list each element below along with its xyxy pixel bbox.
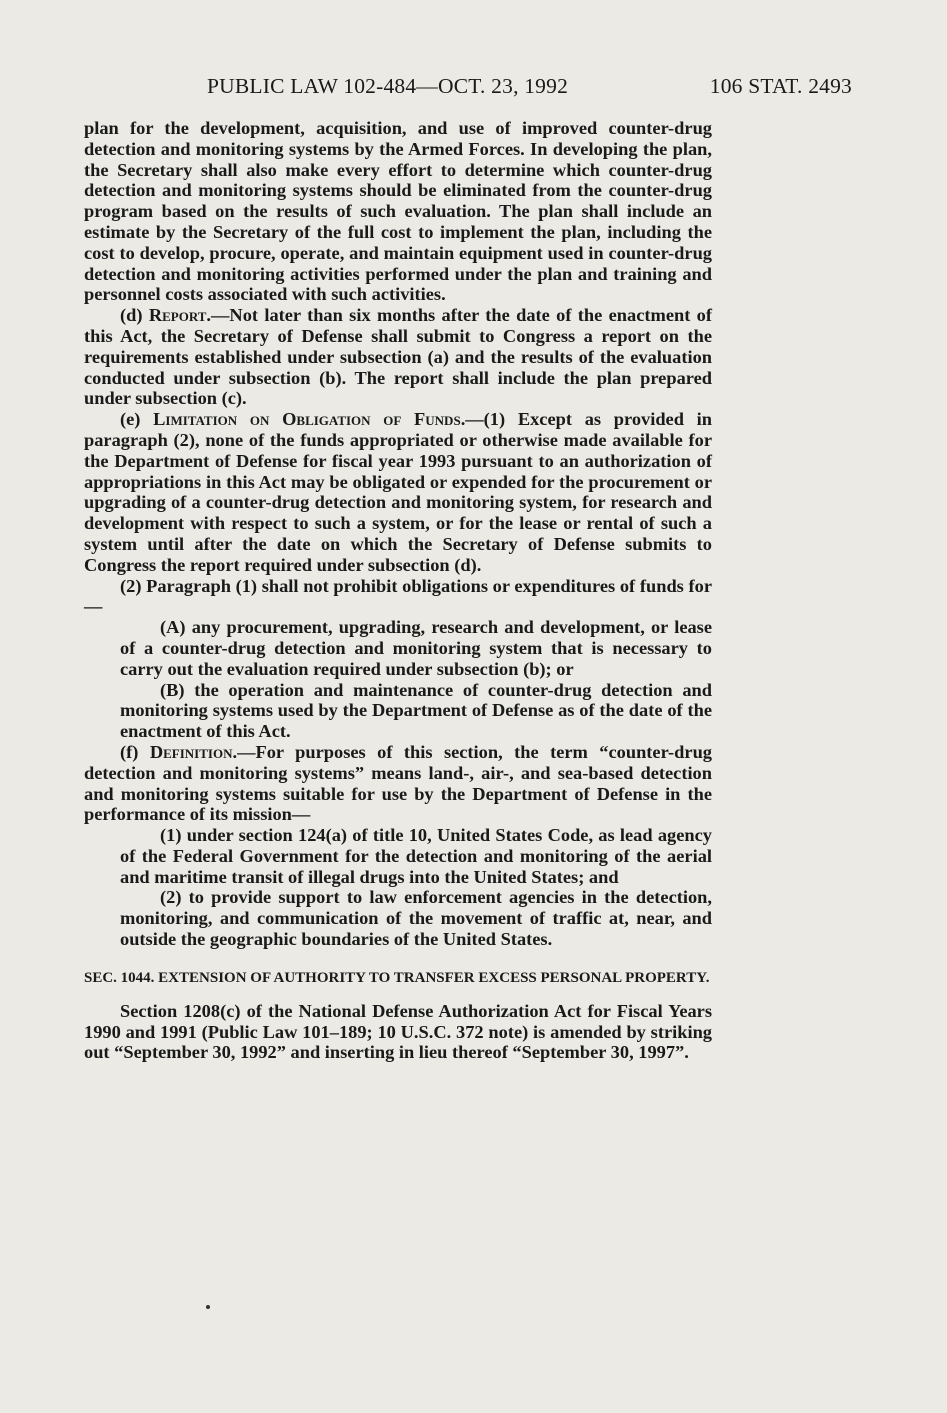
statute-page-number: 106 STAT. 2493 bbox=[709, 74, 852, 98]
paragraph-e-2: (2) Paragraph (1) shall not prohibit obligations or expenditures of funds for— bbox=[84, 575, 712, 617]
subsection-f-definition: (f) Definition.—For purposes of this section, the term “counter-drug detection and monitoring systems” means land-, air-, and sea-based detection and monitoring systems suitable for use by the Department of Defense in the performance of its mission— bbox=[84, 741, 712, 825]
subsection-d-heading: Report bbox=[148, 305, 207, 326]
subsection-e-heading: Limitation on Obligation of Funds bbox=[153, 409, 461, 430]
page-header bbox=[207, 74, 852, 104]
section-1044-heading: SEC. 1044. EXTENSION OF AUTHORITY TO TRANSFER EXCESS PERSONAL PROPERTY. bbox=[84, 969, 710, 986]
stray-mark bbox=[206, 1305, 210, 1309]
subsection-d-report: (d) Report.—Not later than six months after the date of the enactment of this Act, the Secretary of Defense shall submit to Congress a report on the requirements established under subsection (a) and the results of the evaluation conducted under subsection (b). The report shall include the plan prepared under subsection (c). bbox=[84, 305, 712, 409]
paragraph-f-1: (1) under section 124(a) of title 10, United States Code, as lead agency of the Federal Government for the detection and monitoring of the aerial and maritime transit of illegal drugs into the United States; and bbox=[120, 825, 712, 887]
public-law-citation: PUBLIC LAW 102-484—OCT. 23, 1992 bbox=[207, 74, 569, 98]
subsection-e-limitation: (e) Limitation on Obligation of Funds.—(1) Except as provided in paragraph (2), none of the funds appropriated or otherwise made available for the Department of Defense for fiscal year 1993 pursuant to an authorization of appropriations in this Act may be obligated or expended for the procurement or upgrading of a counter-drug detection and monitoring system, for research and development with respect to such a system, or for the lease or rental of such a system until after the date on which the Secretary of Defense submits to Congress the report required under subsection (d). bbox=[84, 409, 712, 575]
subparagraph-e-a: (A) any procurement, upgrading, research and development, or lease of a counter-drug detection and monitoring system that is necessary to carry out the evaluation required under subsection (b); or bbox=[120, 617, 712, 679]
subsection-f-heading: Definition bbox=[149, 741, 233, 762]
paragraph-f-2: (2) to provide support to law enforcement agencies in the detection, monitoring, and communication of the movement of traffic at, near, and outside the geographic boundaries of the United States. bbox=[120, 887, 712, 950]
paragraph-plan-continuation: plan for the development, acquisition, and use of improved counter-drug detection and monitoring systems by the Armed Forces. In developing the plan, the Secretary shall also make every effort to determine which counter-drug detection and monitoring systems should be eliminated from the counter-drug program based on the results of such evaluation. The plan shall include an estimate by the Secretary of the full cost to implement the plan, including the cost to develop, procure, operate, and maintain equipment used in counter-drug detection and monitoring activities performed under the plan and training and personnel costs associated with such activities. bbox=[84, 118, 712, 305]
document-body bbox=[84, 118, 712, 1063]
subparagraph-e-b: (B) the operation and maintenance of counter-drug detection and monitoring systems used by the Department of Defense as of the date of the enactment of this Act. bbox=[120, 679, 712, 742]
section-1044-text: Section 1208(c) of the National Defense Authorization Act for Fiscal Years 1990 and 1991 (Public Law 101–189; 10 U.S.C. 372 note) is amended by striking out “September 30, 1992” and inserting in lieu thereof “September 30, 1997”. bbox=[84, 1000, 712, 1063]
